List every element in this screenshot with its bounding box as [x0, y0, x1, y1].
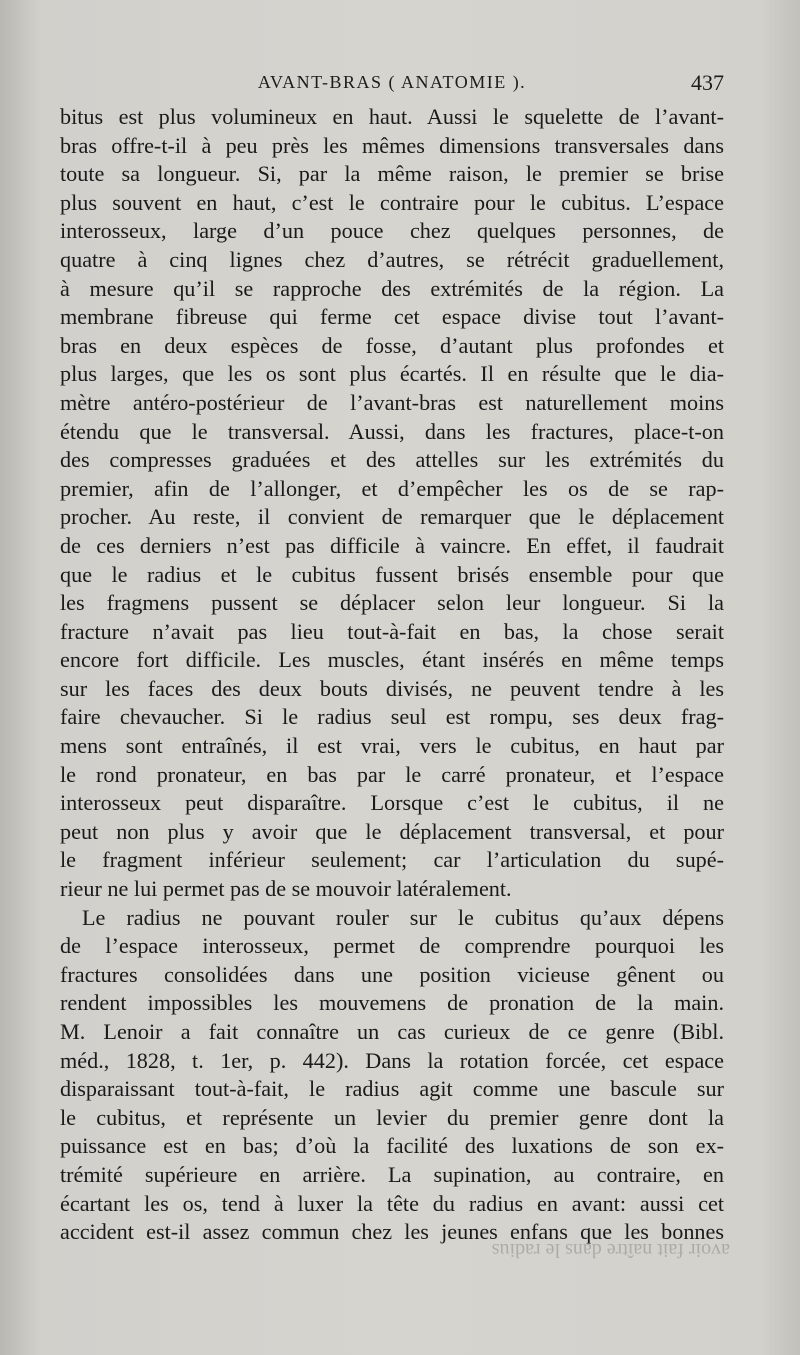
text-line: les fragmens pussent se déplacer selon leur longueur. Si la [60, 590, 724, 616]
text-line: interosseux peut disparaître. Lorsque c’est le cubitus, il ne [60, 790, 724, 816]
text-line: bras en deux espèces de fosse, d’autant plus profondes et [60, 332, 724, 358]
text-line: puissance est en bas; d’où la facilité des luxations de son ex- [60, 1133, 724, 1159]
text-line: des compresses graduées et des attelles sur les extrémités du [60, 447, 724, 473]
text-line: procher. Au reste, il convient de remarquer que le déplacement [60, 504, 724, 530]
text-line: faire chevaucher. Si le radius seul est rompu, ses deux frag- [60, 704, 724, 730]
text-line: interosseux, large d’un pouce chez quelques personnes, de [60, 218, 724, 244]
text-line: le fragment inférieur seulement; car l’articulation du supé- [60, 847, 724, 873]
text-line: de l’espace interosseux, permet de comprendre pourquoi les [60, 933, 724, 959]
text-line: rendent impossibles les mouvemens de pronation de la main. [60, 990, 724, 1016]
running-head: AVANT-BRAS ( ANATOMIE ). [257, 72, 527, 92]
text-line: disparaissant tout-à-fait, le radius agit comme une bascule sur [60, 1076, 724, 1102]
text-line: le rond pronateur, en bas par le carré pronateur, et l’espace [60, 761, 724, 787]
text-line: encore fort difficile. Les muscles, étant insérés en même temps [60, 647, 724, 673]
text-line: écartant les os, tend à luxer la tête du radius en avant: aussi cet [60, 1190, 724, 1216]
text-line: de ces derniers n’est pas difficile à vaincre. En effet, il faudrait [60, 532, 724, 558]
text-line: le cubitus, et représente un levier du premier genre dont la [60, 1104, 724, 1130]
body-text [60, 103, 724, 1247]
text-line: Le radius ne pouvant rouler sur le cubitus qu’aux dépens [82, 904, 724, 930]
text-line: M. Lenoir a fait connaître un cas curieux de ce genre (Bibl. [60, 1019, 724, 1044]
text-line: plus souvent en haut, c’est le contraire pour le cubitus. L’espace [60, 189, 724, 215]
text-line: mens sont entraînés, il est vrai, vers le cubitus, en haut par [60, 733, 724, 759]
text-line: plus larges, que les os sont plus écartés. Il en résulte que le dia- [60, 361, 724, 387]
text-line: rieur ne lui permet pas de se mouvoir latéralement. [60, 876, 512, 902]
text-line: premier, afin de l’allonger, et d’empêcher les os de se rap- [60, 475, 724, 501]
text-line: à mesure qu’il se rapproche des extrémités de la région. La [60, 275, 724, 301]
page-header [60, 72, 724, 102]
text-line: bras offre-t-il à peu près les mêmes dimensions transversales dans [60, 132, 724, 158]
text-line: fracture n’avait pas lieu tout-à-fait en bas, la chose serait [60, 618, 724, 644]
text-line: méd., 1828, t. 1er, p. 442). Dans la rotation forcée, cet espace [60, 1047, 724, 1073]
text-line: accident est-il assez commun chez les jeunes enfans que les bonnes [60, 1219, 724, 1245]
text-line: fractures consolidées dans une position vicieuse gênent ou [60, 961, 724, 987]
paragraph-1 [60, 103, 724, 904]
text-line: peut non plus y avoir que le déplacement transversal, et pour [60, 818, 724, 844]
text-line: trémité supérieure en arrière. La supination, au contraire, en [60, 1161, 724, 1187]
page-number: 437 [691, 70, 724, 95]
text-line: sur les faces des deux bouts divisés, ne peuvent tendre à les [60, 675, 724, 701]
text-line: toute sa longueur. Si, par la même raison, le premier se brise [60, 161, 724, 187]
text-line: mètre antéro-postérieur de l’avant-bras est naturellement moins [60, 389, 724, 415]
bleed-through-text: avoir fait naître dans le radius [491, 1239, 730, 1261]
text-line: que le radius et le cubitus fussent brisés ensemble pour que [60, 561, 724, 587]
text-line: bitus est plus volumineux en haut. Aussi le squelette de l’avant- [60, 104, 724, 129]
text-line: membrane fibreuse qui ferme cet espace divise tout l’avant- [60, 304, 724, 330]
text-line: quatre à cinq lignes chez d’autres, se rétrécit graduellement, [60, 246, 724, 272]
paragraph-2 [60, 904, 724, 1247]
text-line: étendu que le transversal. Aussi, dans les fractures, place-t-on [60, 418, 724, 444]
